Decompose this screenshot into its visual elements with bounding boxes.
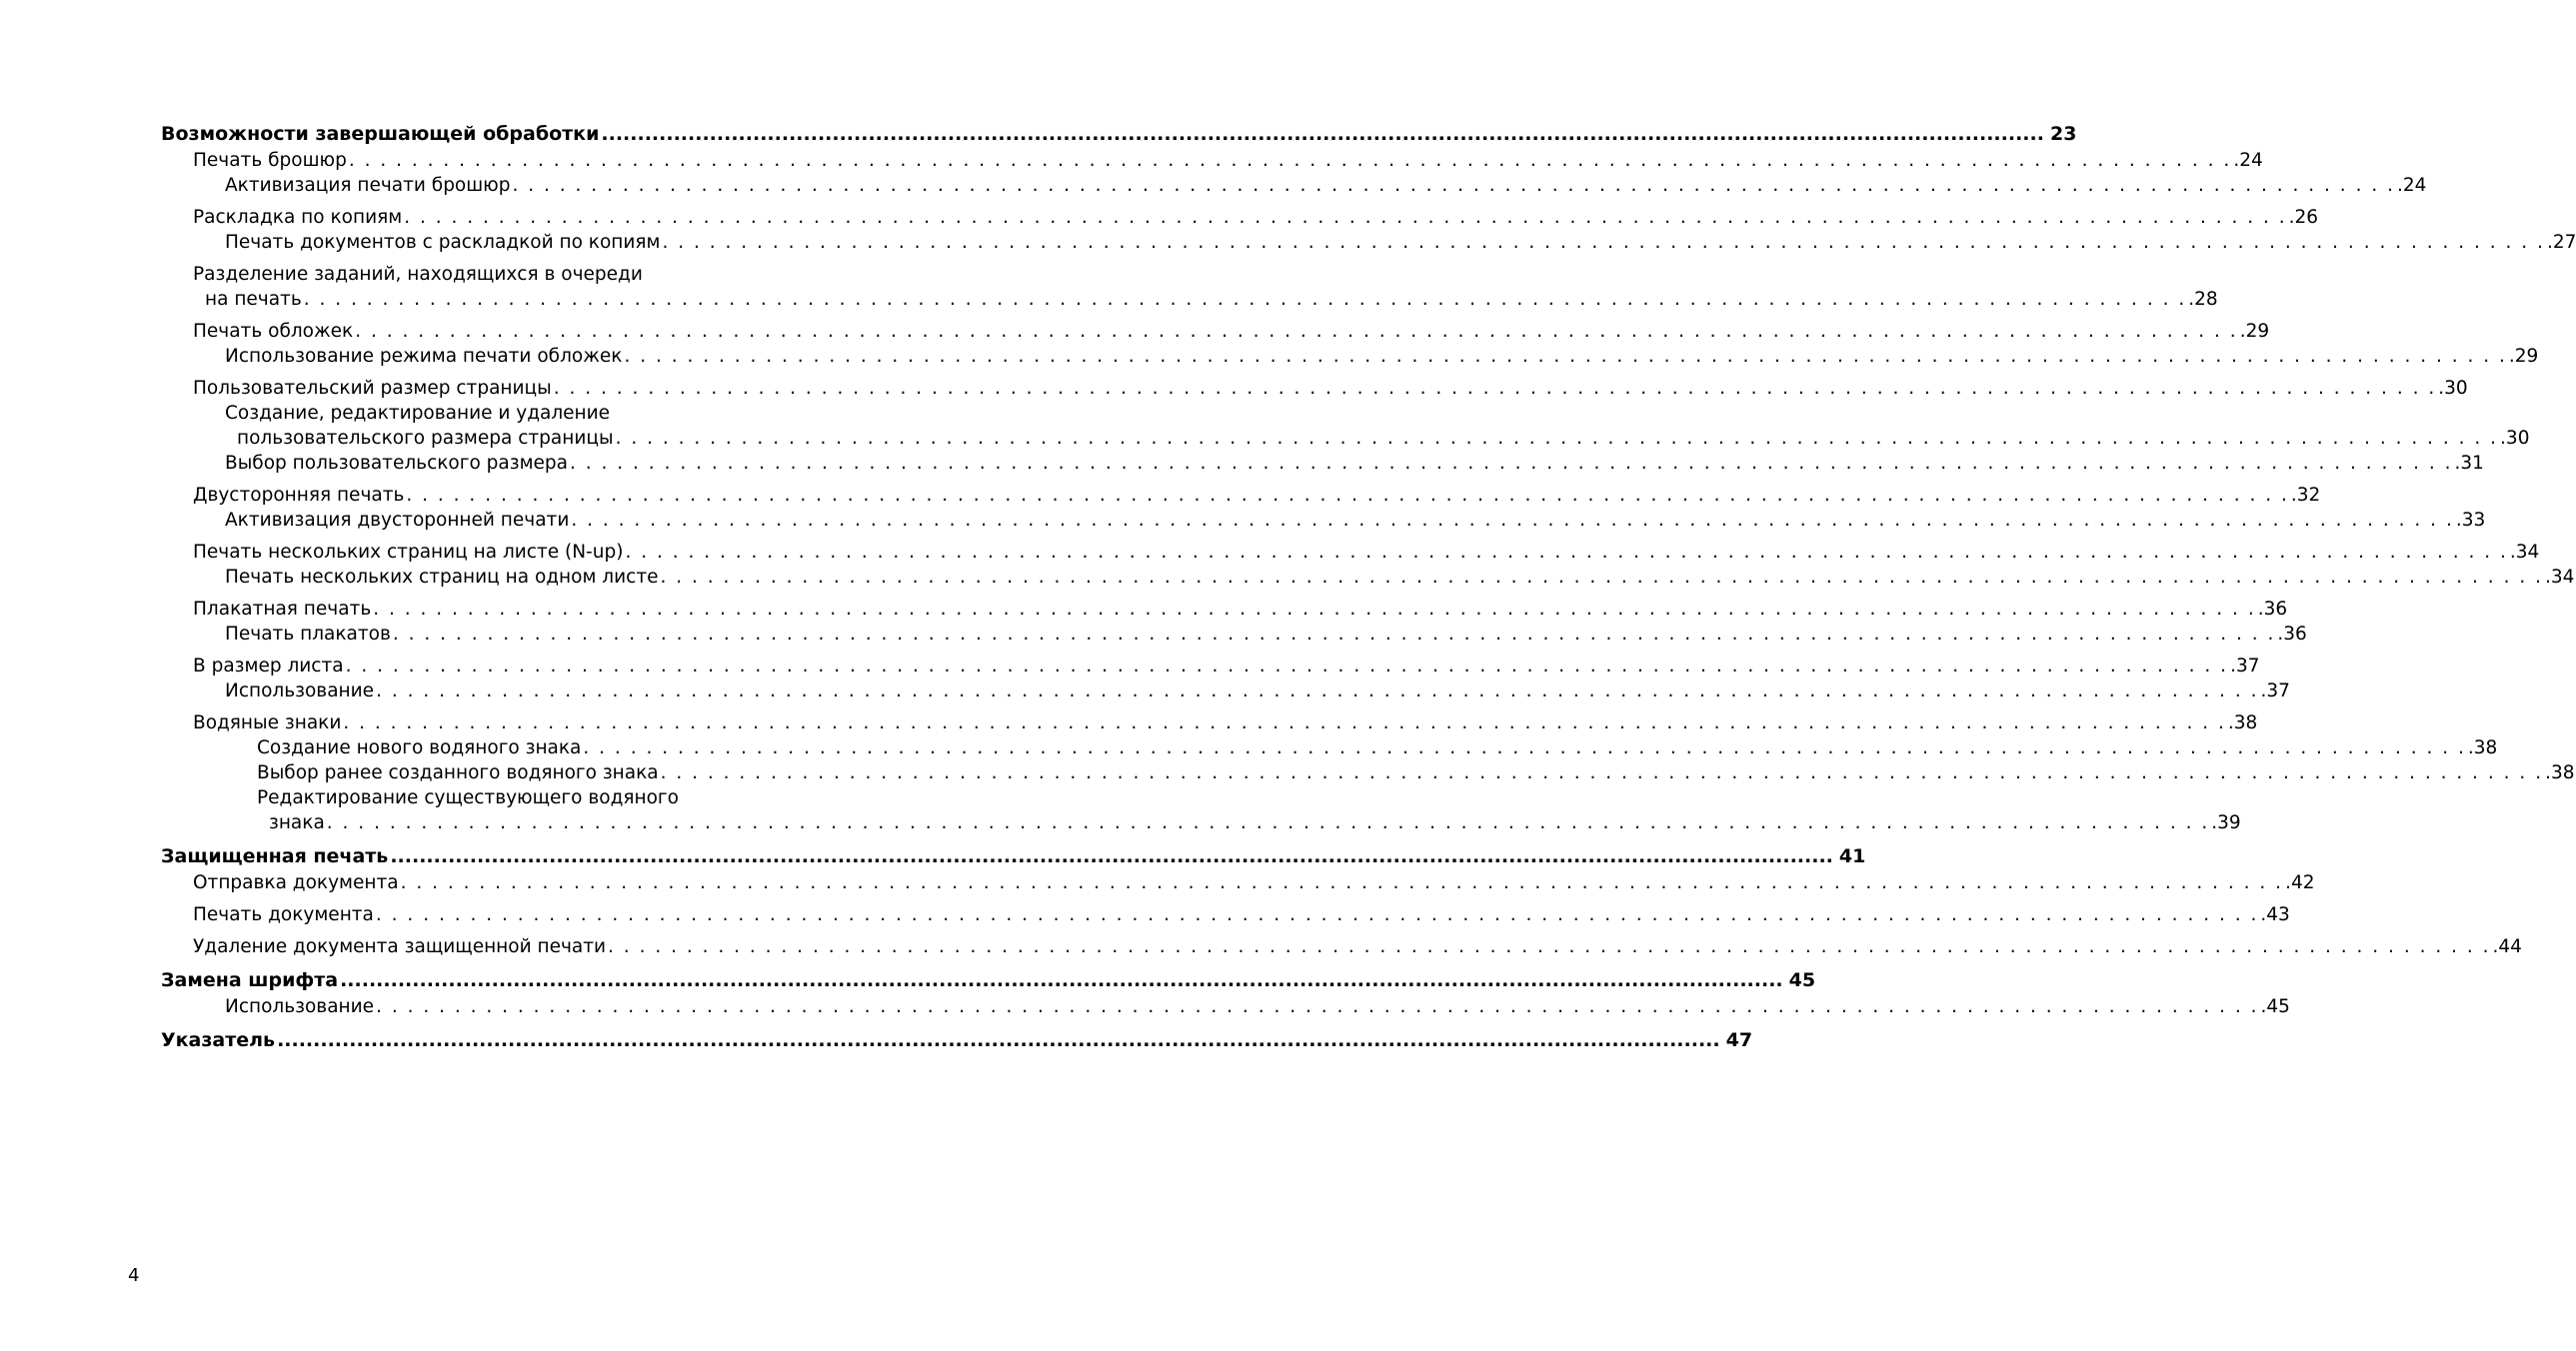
toc-entry-title: В размер листа (193, 656, 344, 676)
toc-entry-title: Водяные знаки (193, 712, 342, 733)
toc-entry-page: .38 (2227, 712, 2258, 733)
toc-entry[interactable] (161, 376, 2468, 401)
dot-leader: . . . . . . . . . . . . . . . . . . . . . . . . . . . . . . . . . . . . . . . . . . . . . . . . . . . . . . . . . . . . . . . . . . . . . . . . . . . . . . . . . . . . . . . . . . . . . . . . . . . . . . . . . . . . . . . . . . . . . . . . (571, 510, 2454, 531)
toc-entry[interactable] (161, 710, 2258, 735)
toc-entry[interactable] (161, 540, 2540, 565)
toc-entry-title: Указатель (161, 1029, 276, 1051)
toc-entry-title: Печать брошюр (193, 150, 347, 171)
toc-entry-title: Редактирование существующего водяного (257, 787, 679, 808)
toc-entry-page: .37 (2230, 656, 2260, 676)
toc-entry[interactable] (161, 451, 2484, 476)
dot-leader: . . . . . . . . . . . . . . . . . . . . . . . . . . . . . . . . . . . . . . . . . . . . . . . . . . . . . . . . . . . . . . . . . . . . . . . . . . . . . . . . . . . . . . . . . . . . . . . . . . . . . . . . . . . . . . . . . . . . . . . . (376, 996, 2259, 1017)
dot-leader: . . . . . . . . . . . . . . . . . . . . . . . . . . . . . . . . . . . . . . . . . . . . . . . . . . . . . . . . . . . . . . . . . . . . . . . . . . . . . . . . . . . . . . . . . . . . . . . . . . . . . . . . . . . . . . . . . . . . . . . . (343, 712, 2226, 733)
toc-entry-title: Печать нескольких страниц на листе (N-up) (193, 542, 624, 563)
page-number: 4 (128, 1265, 140, 1286)
dot-leader: . . . . . . . . . . . . . . . . . . . . . . . . . . . . . . . . . . . . . . . . . . . . . . . . . . . . . . . . . . . . . . . . . . . . . . . . . . . . . . . . . . . . . . . . . . . . . . . . . . . . . . . . . . . . . . . . . . . . . . . . (373, 599, 2256, 620)
dot-leader: . . . . . . . . . . . . . . . . . . . . . . . . . . . . . . . . . . . . . . . . . . . . . . . . . . . . . . . . . . . . . . . . . . . . . . . . . . . . . . . . . . . . . . . . . . . . . . . . . . . . . . . . . . . . . . . . . . . . . . . . (326, 812, 2210, 833)
toc-entry[interactable] (161, 205, 2319, 230)
dot-leader: . . . . . . . . . . . . . . . . . . . . . . . . . . . . . . . . . . . . . . . . . . . . . . . . . . . . . . . . . . . . . . . . . . . . . . . . . . . . . . . . . . . . . . . . . . . . . . . . . . . . . . . . . . . . . . . . . . . . . . . . (376, 680, 2259, 701)
toc-entry-page: .31 (2454, 453, 2484, 474)
toc-entry-title: Пользовательский размер страницы (193, 378, 552, 399)
dot-leader: . . . . . . . . . . . . . . . . . . . . . . . . . . . . . . . . . . . . . . . . . . . . . . . . . . . . . . . . . . . . . . . . . . . . . . . . . . . . . . . . . . . . . . . . . . . . . . . . . . . . . . . . . . . . . . . . . . . . . . . . (392, 624, 2276, 645)
toc-entry-title: Отправка документа (193, 872, 399, 893)
toc-entry-title: Замена шрифта (161, 969, 339, 991)
toc-entry-title: Активизация двусторонней печати (225, 510, 570, 531)
toc-entry-title: Защищенная печать (161, 845, 389, 867)
table-of-contents (161, 120, 2576, 1054)
toc-entry-title: Печать обложек (193, 321, 354, 342)
toc-entry-page: .27 (2546, 232, 2576, 253)
toc-entry-page: .37 (2260, 680, 2290, 701)
toc-entry-title: пользовательского размера страницы (237, 428, 614, 449)
toc-entry-page: 47 (1725, 1029, 1753, 1051)
toc-entry-page: 23 (2049, 123, 2077, 145)
toc-entry-title: Печать документа (193, 904, 374, 925)
toc-entry-page: 41 (1838, 845, 1866, 867)
toc-entry[interactable] (161, 735, 2498, 760)
toc-entry-page: .38 (2467, 737, 2498, 758)
dot-leader: . . . . . . . . . . . . . . . . . . . . . . . . . . . . . . . . . . . . . . . . . . . . . . . . . . . . . . . . . . . . . . . . . . . . . . . . . . . . . . . . . . . . . . . . . . . . . . . . . . . . . . . . . . . . . . . . . . . . . . . . (553, 378, 2437, 399)
toc-entry-page: .45 (2260, 996, 2290, 1017)
toc-entry[interactable] (161, 230, 2576, 255)
toc-entry-page: .30 (2438, 378, 2468, 399)
dot-leader: . . . . . . . . . . . . . . . . . . . . . . . . . . . . . . . . . . . . . . . . . . . . . . . . . . . . . . . . . . . . . . . . . . . . . . . . . . . . . . . . . . . . . . . . . . . . . . . . . . . . . . . . . . . . . . . . . . . . . . . . (345, 656, 2229, 676)
toc-entry-page: .29 (2239, 321, 2270, 342)
toc-section-entry[interactable] (161, 842, 1866, 870)
toc-entry-page: .34 (2509, 542, 2540, 563)
toc-entry-page: .42 (2285, 872, 2315, 893)
toc-entry[interactable] (161, 426, 2530, 451)
toc-entry-page: .29 (2508, 346, 2539, 367)
dot-leader: . . . . . . . . . . . . . . . . . . . . . . . . . . . . . . . . . . . . . . . . . . . . . . . . . . . . . . . . . . . . . . . . . . . . . . . . . . . . . . . . . . . . . . . . . . . . . . . . . . . . . . . . . . . . . . . . . . . . . . . . (404, 207, 2287, 228)
toc-entry[interactable] (161, 870, 2315, 895)
toc-entry-title: Двусторонняя печать (193, 485, 405, 506)
dot-leader: . . . . . . . . . . . . . . . . . . . . . . . . . . . . . . . . . . . . . . . . . . . . . . . . . . . . . . . . . . . . . . . . . . . . . . . . . . . . . . . . . . . . . . . . . . . . . . . . . . . . . . . . . . . . . . . . . . . . . . . . (348, 150, 2232, 171)
toc-entry-page: .33 (2455, 510, 2486, 531)
toc-entry[interactable] (161, 622, 2307, 647)
toc-entry-page: .36 (2257, 599, 2288, 620)
toc-entry[interactable] (161, 508, 2486, 533)
dot-leader: ........................................................................................................................................................................................................ (390, 845, 1833, 867)
dot-leader: . . . . . . . . . . . . . . . . . . . . . . . . . . . . . . . . . . . . . . . . . . . . . . . . . . . . . . . . . . . . . . . . . . . . . . . . . . . . . . . . . . . . . . . . . . . . . . . . . . . . . . . . . . . . . . . . . . . . . . . . (375, 904, 2259, 925)
toc-entry[interactable] (161, 678, 2290, 703)
dot-leader: . . . . . . . . . . . . . . . . . . . . . . . . . . . . . . . . . . . . . . . . . . . . . . . . . . . . . . . . . . . . . . . . . . . . . . . . . . . . . . . . . . . . . . . . . . . . . . . . . . . . . . . . . . . . . . . . . . . . . . . . (624, 346, 2507, 367)
toc-entry-title: Использование режима печати обложек (225, 346, 623, 367)
dot-leader: ........................................................................................................................................................................................................ (601, 123, 2044, 145)
toc-entry[interactable] (161, 344, 2539, 369)
toc-entry-page: .36 (2277, 624, 2307, 645)
dot-leader: . . . . . . . . . . . . . . . . . . . . . . . . . . . . . . . . . . . . . . . . . . . . . . . . . . . . . . . . . . . . . . . . . . . . . . . . . . . . . . . . . . . . . . . . . . . . . . . . . . . . . . . . . . . . . . . . . . . . . . . . (662, 232, 2545, 253)
toc-entry[interactable] (161, 597, 2288, 622)
dot-leader: . . . . . . . . . . . . . . . . . . . . . . . . . . . . . . . . . . . . . . . . . . . . . . . . . . . . . . . . . . . . . . . . . . . . . . . . . . . . . . . . . . . . . . . . . . . . . . . . . . . . . . . . . . . . . . . . . . . . . . . . (512, 175, 2395, 196)
toc-entry[interactable] (161, 262, 791, 287)
toc-entry-title: Выбор пользовательского размера (225, 453, 568, 474)
toc-entry-title: Разделение заданий, находящихся в очереди (193, 264, 643, 285)
toc-entry[interactable] (161, 148, 2263, 173)
dot-leader: . . . . . . . . . . . . . . . . . . . . . . . . . . . . . . . . . . . . . . . . . . . . . . . . . . . . . . . . . . . . . . . . . . . . . . . . . . . . . . . . . . . . . . . . . . . . . . . . . . . . . . . . . . . . . . . . . . . . . . . . (406, 485, 2289, 506)
toc-entry[interactable] (161, 760, 2575, 785)
toc-entry[interactable] (161, 934, 2522, 959)
toc-entry-page: .24 (2396, 175, 2427, 196)
dot-leader: . . . . . . . . . . . . . . . . . . . . . . . . . . . . . . . . . . . . . . . . . . . . . . . . . . . . . . . . . . . . . . . . . . . . . . . . . . . . . . . . . . . . . . . . . . . . . . . . . . . . . . . . . . . . . . . . . . . . . . . . (583, 737, 2466, 758)
toc-entry-page: .26 (2288, 207, 2319, 228)
toc-entry-title: Раскладка по копиям (193, 207, 403, 228)
toc-entry[interactable] (161, 287, 2218, 312)
toc-entry-page: 45 (1788, 969, 1816, 991)
dot-leader: . . . . . . . . . . . . . . . . . . . . . . . . . . . . . . . . . . . . . . . . . . . . . . . . . . . . . . . . . . . . . . . . . . . . . . . . . . . . . . . . . . . . . . . . . . . . . . . . . . . . . . . . . . . . . . . . . . . . . . . . (355, 321, 2238, 342)
toc-entry-title: Выбор ранее созданного водяного знака (257, 762, 659, 783)
toc-entry[interactable] (161, 319, 2270, 344)
dot-leader: . . . . . . . . . . . . . . . . . . . . . . . . . . . . . . . . . . . . . . . . . . . . . . . . . . . . . . . . . . . . . . . . . . . . . . . . . . . . . . . . . . . . . . . . . . . . . . . . . . . . . . . . . . . . . . . . . . . . . . . . (625, 542, 2508, 563)
dot-leader: . . . . . . . . . . . . . . . . . . . . . . . . . . . . . . . . . . . . . . . . . . . . . . . . . . . . . . . . . . . . . . . . . . . . . . . . . . . . . . . . . . . . . . . . . . . . . . . . . . . . . . . . . . . . . . . . . . . . . . . . (400, 872, 2284, 893)
toc-entry-page: .28 (2188, 289, 2218, 310)
dot-leader: . . . . . . . . . . . . . . . . . . . . . . . . . . . . . . . . . . . . . . . . . . . . . . . . . . . . . . . . . . . . . . . . . . . . . . . . . . . . . . . . . . . . . . . . . . . . . . . . . . . . . . . . . . . . . . . . . . . . . . . . (608, 936, 2491, 957)
toc-entry[interactable] (161, 483, 2321, 508)
toc-entry-title: Создание нового водяного знака (257, 737, 582, 758)
toc-entry-page: .24 (2233, 150, 2263, 171)
toc-entry-page: .32 (2290, 485, 2321, 506)
toc-entry[interactable] (161, 994, 2290, 1019)
dot-leader: ........................................................................................................................................................................................................ (277, 1029, 1720, 1051)
toc-entry-page: .38 (2545, 762, 2575, 783)
toc-entry[interactable] (161, 654, 2260, 678)
dot-leader: . . . . . . . . . . . . . . . . . . . . . . . . . . . . . . . . . . . . . . . . . . . . . . . . . . . . . . . . . . . . . . . . . . . . . . . . . . . . . . . . . . . . . . . . . . . . . . . . . . . . . . . . . . . . . . . . . . . . . . . . (570, 453, 2453, 474)
toc-entry[interactable] (161, 902, 2290, 927)
toc-entry[interactable] (161, 401, 791, 426)
toc-entry-page: .30 (2500, 428, 2530, 449)
toc-entry-title: Использование (225, 680, 375, 701)
toc-entry-title: Плакатная печать (193, 599, 372, 620)
toc-entry-page: .43 (2260, 904, 2290, 925)
toc-section-entry[interactable] (161, 120, 2077, 148)
toc-entry[interactable] (161, 173, 2427, 198)
toc-entry-title: Печать нескольких страниц на одном листе (225, 567, 659, 588)
dot-leader: . . . . . . . . . . . . . . . . . . . . . . . . . . . . . . . . . . . . . . . . . . . . . . . . . . . . . . . . . . . . . . . . . . . . . . . . . . . . . . . . . . . . . . . . . . . . . . . . . . . . . . . . . . . . . . . . . . . . . . . . (303, 289, 2187, 310)
toc-entry-page: .39 (2211, 812, 2241, 833)
toc-entry-title: Использование (225, 996, 375, 1017)
toc-entry[interactable] (161, 810, 2241, 835)
toc-entry-title: Возможности завершающей обработки (161, 123, 600, 145)
toc-entry-title: Создание, редактирование и удаление (225, 403, 611, 424)
toc-entry-title: на печать (205, 289, 302, 310)
toc-entry-title: Печать документов с раскладкой по копиям (225, 232, 661, 253)
toc-section-entry[interactable] (161, 1026, 1753, 1054)
dot-leader: . . . . . . . . . . . . . . . . . . . . . . . . . . . . . . . . . . . . . . . . . . . . . . . . . . . . . . . . . . . . . . . . . . . . . . . . . . . . . . . . . . . . . . . . . . . . . . . . . . . . . . . . . . . . . . . . . . . . . . . . (615, 428, 2499, 449)
toc-entry[interactable] (161, 565, 2575, 590)
toc-entry-title: Печать плакатов (225, 624, 391, 645)
toc-entry-page: .44 (2492, 936, 2522, 957)
dot-leader: ........................................................................................................................................................................................................ (340, 969, 1783, 991)
toc-section-entry[interactable] (161, 966, 1816, 994)
toc-entry-title: знака (269, 812, 325, 833)
toc-entry-title: Удаление документа защищенной печати (193, 936, 607, 957)
toc-entry-page: .34 (2544, 567, 2575, 588)
dot-leader: . . . . . . . . . . . . . . . . . . . . . . . . . . . . . . . . . . . . . . . . . . . . . . . . . . . . . . . . . . . . . . . . . . . . . . . . . . . . . . . . . . . . . . . . . . . . . . . . . . . . . . . . . . . . . . . . . . . . . . . . (660, 762, 2544, 783)
dot-leader: . . . . . . . . . . . . . . . . . . . . . . . . . . . . . . . . . . . . . . . . . . . . . . . . . . . . . . . . . . . . . . . . . . . . . . . . . . . . . . . . . . . . . . . . . . . . . . . . . . . . . . . . . . . . . . . . . . . . . . . . (660, 567, 2543, 588)
toc-entry[interactable] (161, 785, 791, 810)
toc-entry-title: Активизация печати брошюр (225, 175, 511, 196)
